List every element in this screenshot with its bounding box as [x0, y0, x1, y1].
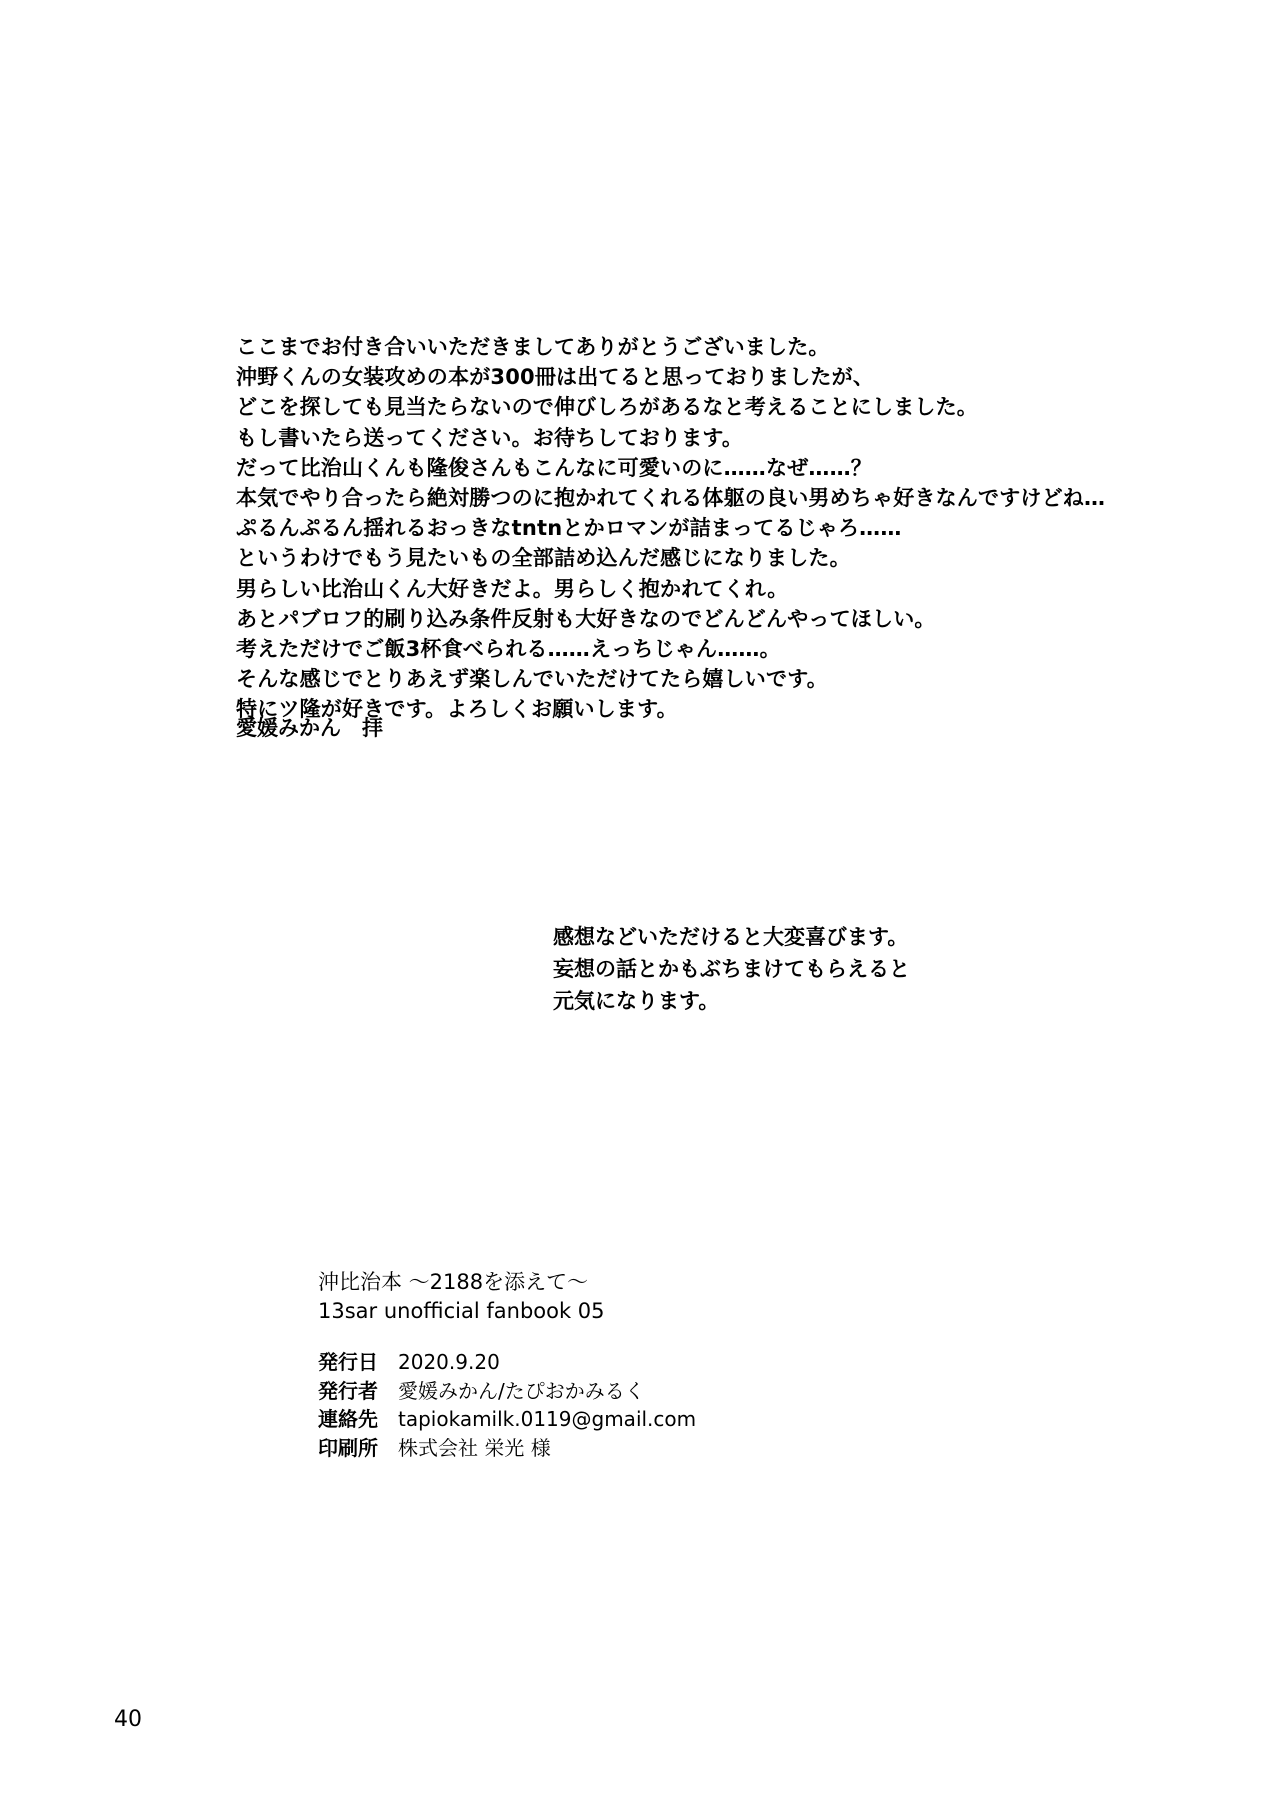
publish-date-value: 2020.9.20	[398, 1350, 500, 1374]
contact-row	[318, 1405, 696, 1434]
feedback-line: 感想などいただけると大変喜びます。	[553, 925, 909, 949]
feedback-line: 妄想の話とかもぶちまけてもらえると	[553, 957, 910, 981]
colophon-spacer	[318, 1326, 696, 1348]
printer-value: 株式会社 栄光 様	[398, 1435, 551, 1460]
colophon	[318, 1268, 696, 1462]
book-subtitle: 13sar unofficial fanbook 05	[318, 1299, 605, 1323]
contact-email: tapiokamilk.0119@gmail.com	[398, 1407, 697, 1431]
book-title: 沖比治本 〜2188を添えて〜	[318, 1270, 589, 1294]
afterword-line: 考えただけでご飯3杯食べられる……えっちじゃん……。	[236, 637, 781, 662]
page-number: 40	[114, 1707, 142, 1732]
afterword-line: 男らしい比治山くん大好きだよ。男らしく抱かれてくれ。	[236, 576, 789, 601]
publish-date-label: 発行日	[318, 1350, 378, 1374]
afterword-line: あとパブロフ的刷り込み条件反射も大好きなのでどんどんやってほしい。	[236, 606, 936, 631]
afterword-line: 本気でやり合ったら絶対勝つのに抱かれてくれる体躯の良い男めちゃ好きなんですけどね…	[236, 486, 1106, 511]
afterword-line: というわけでもう見たいもの全部詰め込んだ感じになりました。	[236, 546, 851, 571]
afterword-line: だって比治山くんも隆俊さんもこんなに可愛いのに……なぜ……？	[236, 455, 872, 480]
publisher-label: 発行者	[318, 1378, 378, 1403]
afterword-line: ここまでお付き合いいただきましてありがとうございました。	[236, 335, 830, 359]
afterword-line: 沖野くんの女装攻めの本が300冊は出てると思っておりましたが、	[236, 365, 875, 390]
afterword-line: 特にツ隆が好きです。よろしくお願いします。	[236, 697, 678, 722]
printer-label: 印刷所	[318, 1435, 378, 1460]
feedback-line: 元気になります。	[553, 989, 720, 1013]
feedback-request	[553, 921, 910, 1017]
printer-row	[318, 1434, 696, 1463]
afterword-line: そんな感じでとりあえず楽しんでいただけてたら嬉しいです。	[236, 667, 828, 692]
afterword-line: ぷるんぷるん揺れるおっきなtntnとかロマンが詰まってるじゃろ……	[236, 516, 902, 541]
contact-label: 連絡先	[318, 1407, 378, 1431]
publisher-row	[318, 1377, 696, 1406]
author-signature: 愛媛みかん 拝	[236, 716, 383, 740]
afterword-line: もし書いたら送ってください。お待ちしております。	[236, 425, 744, 450]
afterword-text	[236, 332, 1236, 725]
afterword-line: どこを探しても見当たらないので伸びしろがあるなと考えることにしました。	[236, 395, 978, 420]
publisher-value: 愛媛みかん/たぴおかみるく	[398, 1378, 645, 1403]
publish-date-row	[318, 1348, 696, 1377]
